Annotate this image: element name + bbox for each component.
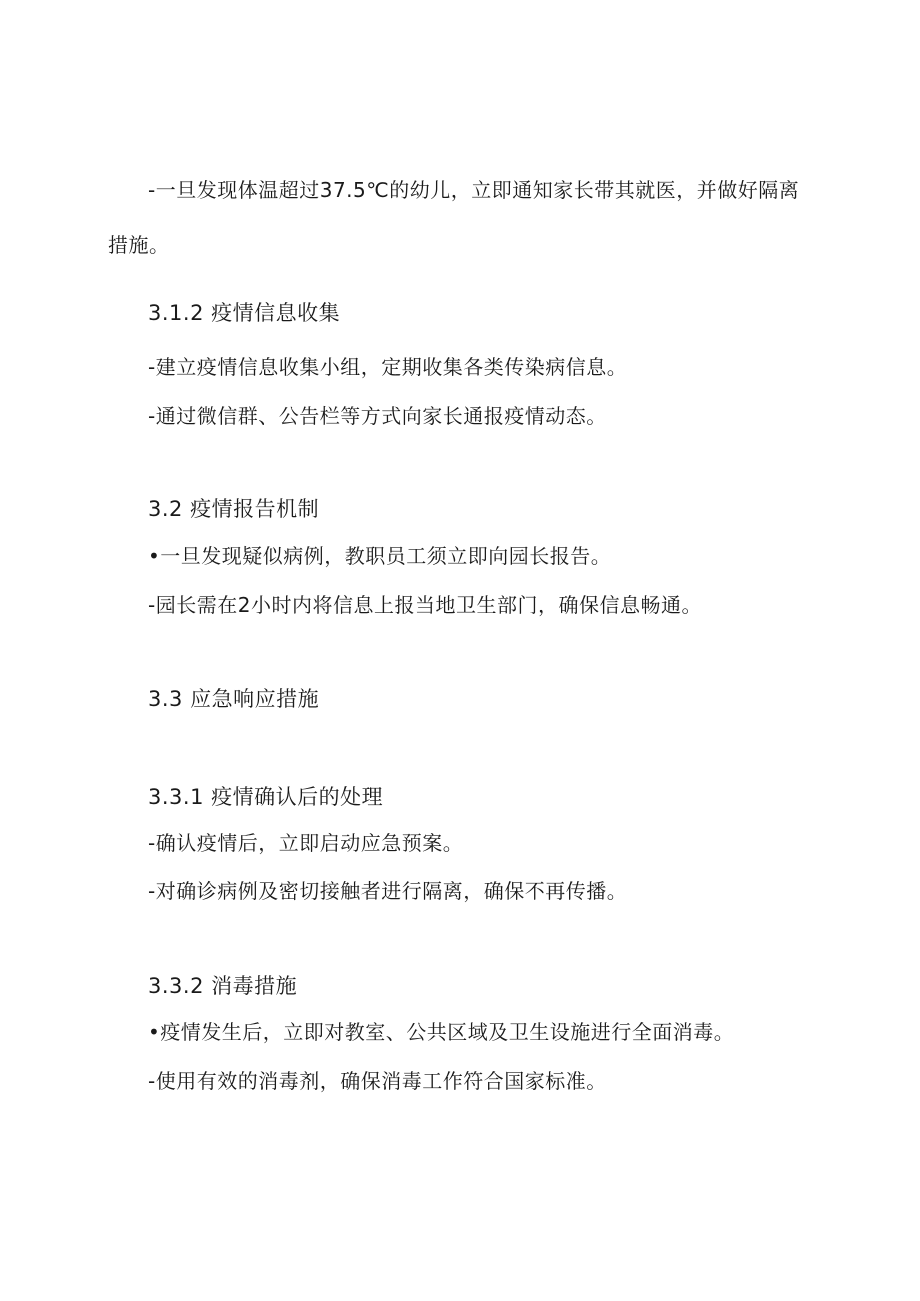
section-heading-3-3-2: 3.3.2 消毒措施 bbox=[148, 974, 298, 998]
list-item: -园长需在2小时内将信息上报当地卫生部门，确保信息畅通。 bbox=[148, 593, 702, 617]
section-heading-3-3-1: 3.3.1 疫情确认后的处理 bbox=[148, 785, 384, 809]
list-item: -使用有效的消毒剂，确保消毒工作符合国家标准。 bbox=[148, 1069, 607, 1093]
list-item: -确认疫情后，立即启动应急预案。 bbox=[148, 831, 464, 855]
list-item: -通过微信群、公告栏等方式向家长通报疫情动态。 bbox=[148, 404, 607, 428]
list-item: •一旦发现疑似病例，教职员工须立即向园长报告。 bbox=[148, 544, 612, 568]
section-heading-3-3: 3.3 应急响应措施 bbox=[148, 687, 320, 711]
list-item: -对确诊病例及密切接触者进行隔离，确保不再传播。 bbox=[148, 879, 628, 903]
list-item: •疫情发生后，立即对教室、公共区域及卫生设施进行全面消毒。 bbox=[148, 1020, 735, 1044]
section-heading-3-1-2: 3.1.2 疫情信息收集 bbox=[148, 301, 341, 325]
intro-paragraph: -一旦发现体温超过37.5℃的幼儿，立即通知家长带其就医，并做好隔离措施。 bbox=[108, 178, 800, 257]
list-item: -建立疫情信息收集小组，定期收集各类传染病信息。 bbox=[148, 355, 628, 379]
section-heading-3-2: 3.2 疫情报告机制 bbox=[148, 497, 320, 521]
